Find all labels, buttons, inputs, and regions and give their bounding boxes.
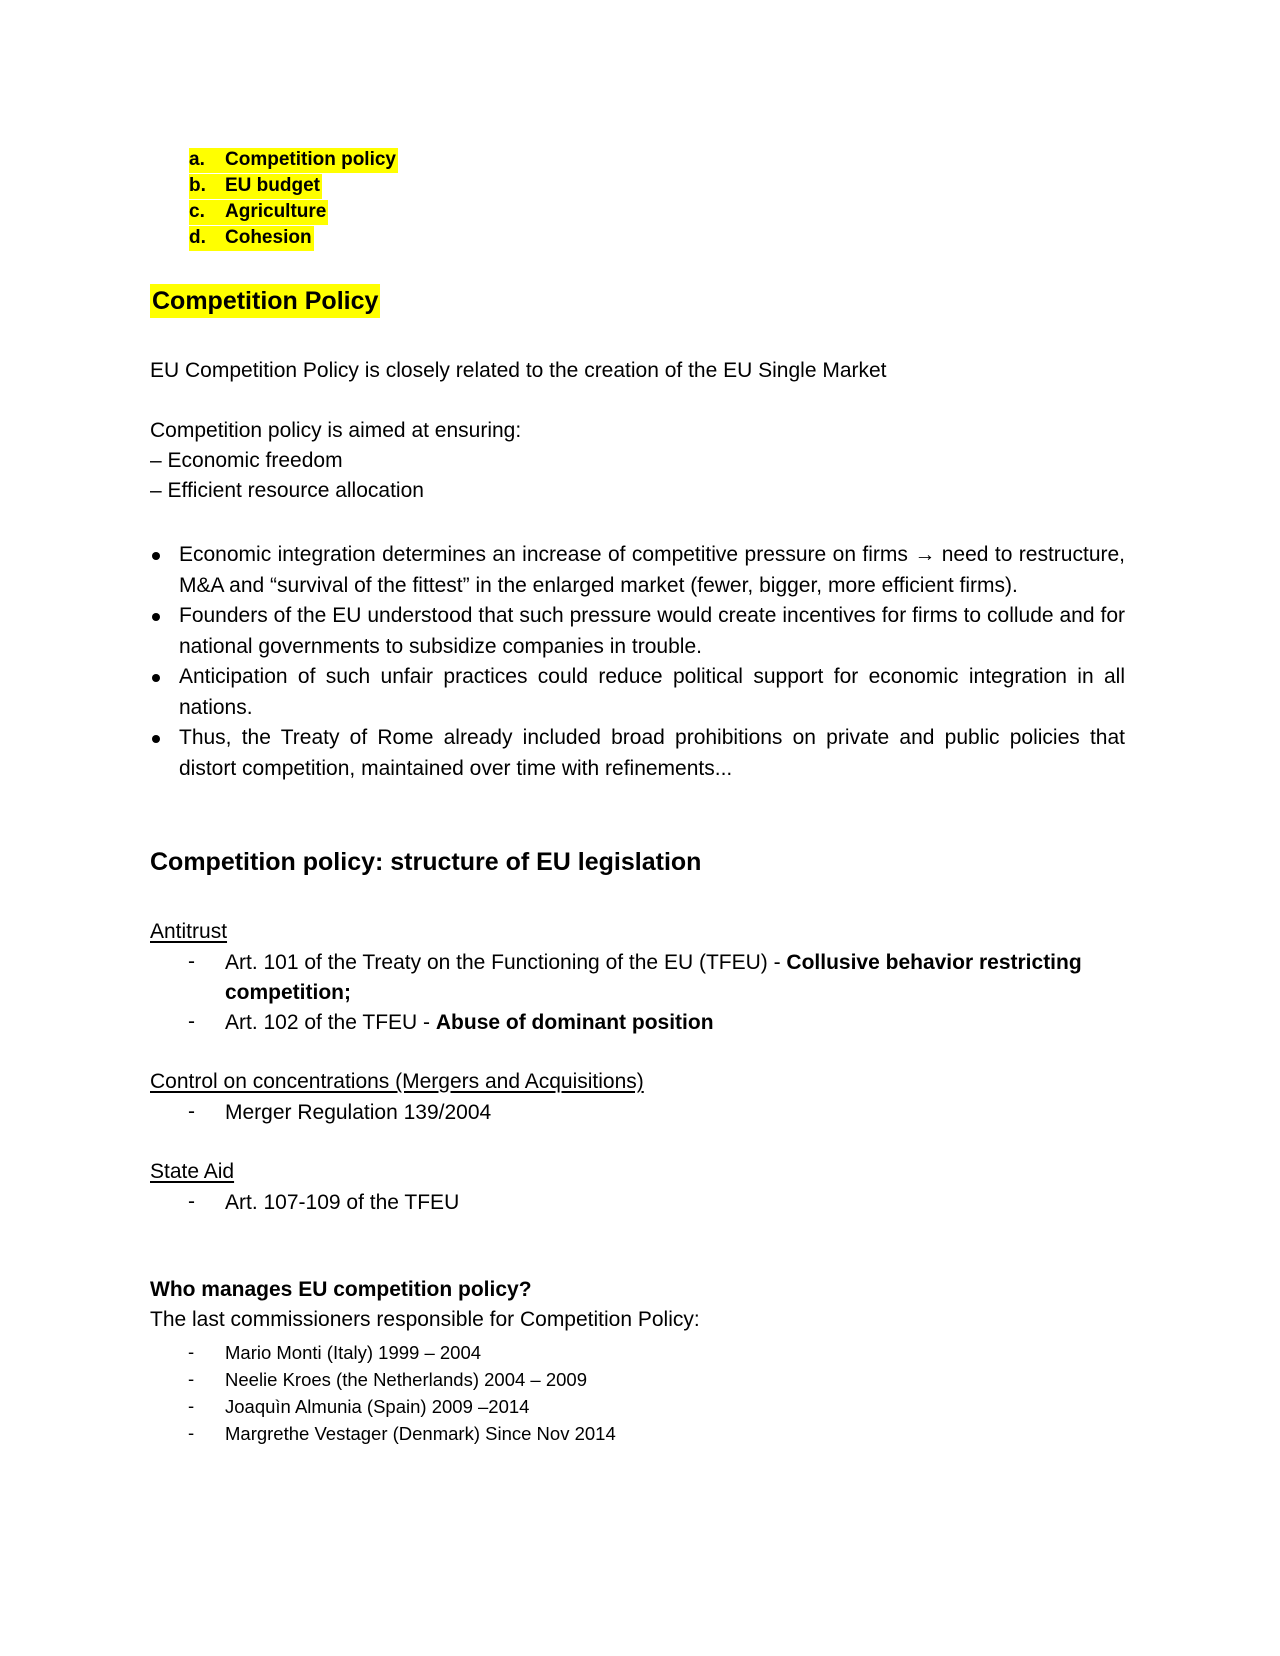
bullet-icon bbox=[152, 613, 160, 621]
aims-lead: Competition policy is aimed at ensuring: bbox=[150, 419, 522, 442]
article-101 bbox=[225, 948, 1082, 978]
aims-item: – Economic freedom bbox=[150, 449, 343, 472]
aims-item: – Efficient resource allocation bbox=[150, 479, 424, 502]
bullet-text: Thus, the Treaty of Rome already included broad prohibitions on private and public policies that distort competition, maintained over time with refinements... bbox=[179, 726, 1125, 780]
article-102-emphasis: Abuse of dominant position bbox=[435, 1011, 714, 1034]
bullet-list bbox=[150, 540, 1125, 784]
article-101-emphasis-cont: competition; bbox=[225, 981, 351, 1004]
subsection-heading: Competition policy: structure of EU legislation bbox=[150, 848, 702, 876]
toc-letter: d. bbox=[189, 226, 225, 251]
merger-regulation: Merger Regulation 139/2004 bbox=[225, 1101, 492, 1124]
bullet-icon bbox=[152, 552, 160, 560]
who-lead: The last commissioners responsible for Competition Policy: bbox=[150, 1308, 700, 1331]
bullet-item bbox=[150, 540, 1125, 601]
commissioner-item: Mario Monti (Italy) 1999 – 2004 bbox=[225, 1342, 482, 1363]
dash-marker: - bbox=[188, 1341, 195, 1362]
bullet-item bbox=[150, 723, 1125, 784]
toc-label: Agriculture bbox=[225, 200, 328, 225]
article-101-text: Art. 101 of the Treaty on the Functioning of the EU (TFEU) - bbox=[225, 951, 787, 974]
dash-marker: - bbox=[188, 1190, 195, 1213]
dash-marker: - bbox=[188, 1368, 195, 1389]
bullet-item bbox=[150, 601, 1125, 662]
commissioner-item: Neelie Kroes (the Netherlands) 2004 – 2009 bbox=[225, 1369, 588, 1390]
commissioner-item: Joaquìn Almunia (Spain) 2009 –2014 bbox=[225, 1396, 530, 1417]
bullet-text: Economic integration determines an increase of competitive pressure on firms → need to restructure, M&A and “survival of the fittest” in the enlarged market (fewer, bigger, more efficient firms). bbox=[179, 543, 1125, 597]
dash-marker: - bbox=[188, 1100, 195, 1123]
toc-label: Competition policy bbox=[225, 148, 398, 173]
antitrust-title: Antitrust bbox=[150, 920, 228, 943]
toc-letter: a. bbox=[189, 148, 225, 173]
who-question: Who manages EU competition policy? bbox=[150, 1278, 532, 1301]
bullet-text: Founders of the EU understood that such pressure would create incentives for firms to collude and for national governments to subsidize companies in trouble. bbox=[179, 604, 1125, 658]
dash-marker: - bbox=[188, 1010, 195, 1033]
intro-paragraph: EU Competition Policy is closely related to the creation of the EU Single Market bbox=[150, 359, 887, 382]
bullet-item bbox=[150, 662, 1125, 723]
article-102-text: Art. 102 of the TFEU - bbox=[225, 1011, 436, 1034]
state-aid-title: State Aid bbox=[150, 1160, 235, 1183]
toc-label: EU budget bbox=[225, 174, 322, 199]
bullet-icon bbox=[152, 735, 160, 743]
bullet-icon bbox=[152, 674, 160, 682]
state-aid-article: Art. 107-109 of the TFEU bbox=[225, 1191, 460, 1214]
dash-marker: - bbox=[188, 950, 195, 973]
section-heading: Competition Policy bbox=[150, 284, 380, 318]
dash-marker: - bbox=[188, 1395, 195, 1416]
toc-label: Cohesion bbox=[225, 226, 314, 251]
article-102 bbox=[225, 1008, 714, 1038]
concentrations-title: Control on concentrations (Mergers and Acquisitions) bbox=[150, 1070, 644, 1093]
bullet-text: Anticipation of such unfair practices could reduce political support for economic integration in all nations. bbox=[179, 665, 1125, 719]
article-101-emphasis: Collusive behavior restricting bbox=[786, 951, 1082, 974]
toc-letter: b. bbox=[189, 174, 225, 199]
commissioner-item: Margrethe Vestager (Denmark) Since Nov 2014 bbox=[225, 1423, 616, 1444]
toc-letter: c. bbox=[189, 200, 225, 225]
dash-marker: - bbox=[188, 1422, 195, 1443]
